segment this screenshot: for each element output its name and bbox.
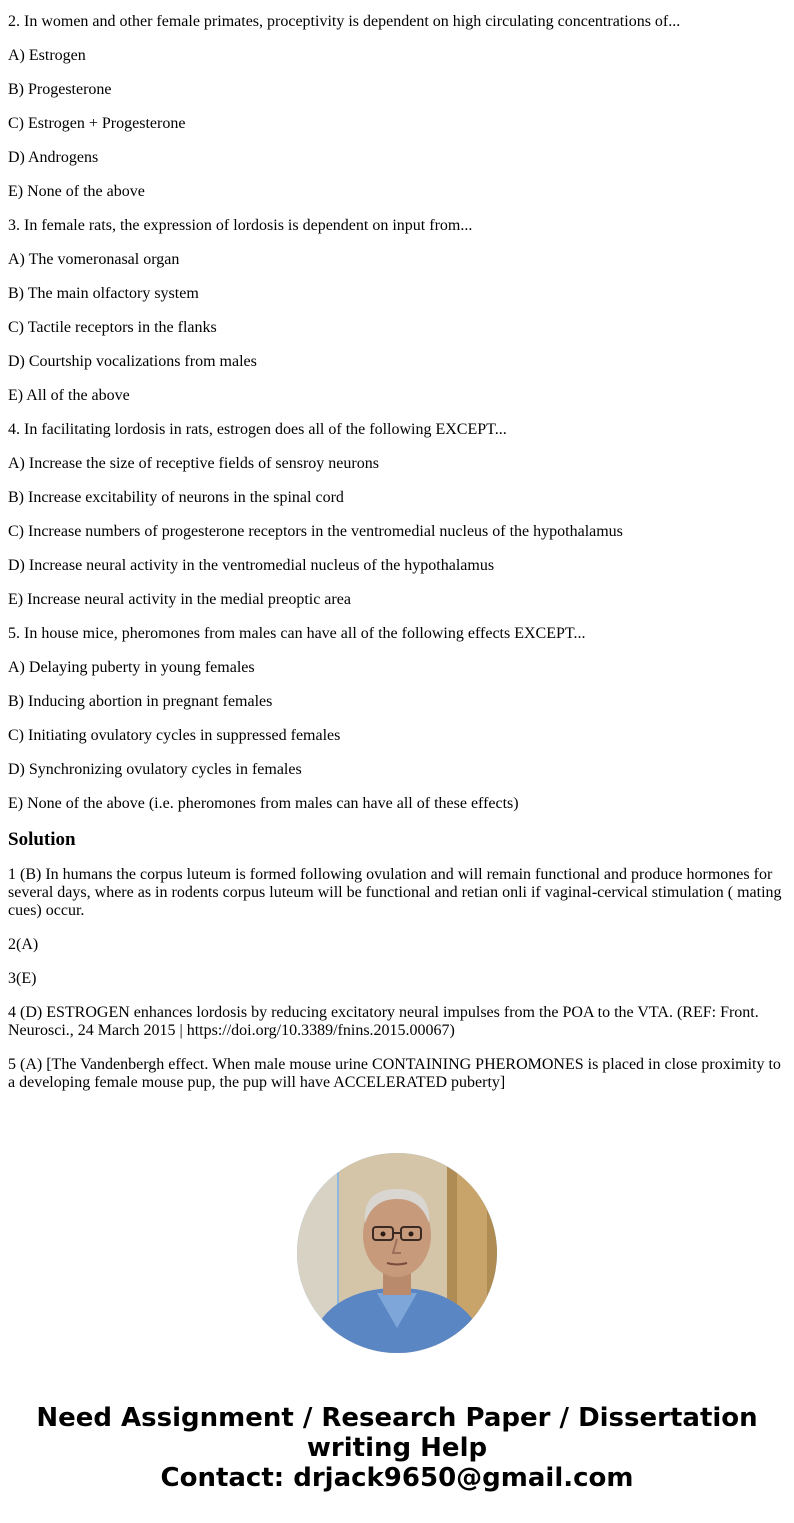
question-lines xyxy=(8,0,786,813)
solution-answer-2: 2(A) xyxy=(8,936,39,953)
answer-option: D) Androgens xyxy=(8,149,99,166)
solution-heading: Solution xyxy=(8,829,76,850)
answer-option: B) Inducing abortion in pregnant females xyxy=(8,693,273,710)
answer-option: C) Tactile receptors in the flanks xyxy=(8,319,217,336)
question-text: 5. In house mice, pheromones from males can have all of the following effects EXCEPT... xyxy=(8,625,586,642)
answer-option: C) Initiating ovulatory cycles in suppressed females xyxy=(8,727,341,744)
solution-answer-4: 4 (D) ESTROGEN enhances lordosis by reducing excitatory neural impulses from the POA to the VTA. (REF: Front. Neurosci., 24 March 2015 | https://doi.org/10.3389/fnins.2015.00067) xyxy=(8,1004,759,1039)
answer-option: E) Increase neural activity in the medial preoptic area xyxy=(8,591,351,608)
answer-option: B) Progesterone xyxy=(8,81,112,98)
question-text: 2. In women and other female primates, proceptivity is dependent on high circulating concentrations of... xyxy=(8,13,681,30)
question-text: 3. In female rats, the expression of lordosis is dependent on input from... xyxy=(8,217,473,234)
author-portrait-icon xyxy=(297,1153,497,1353)
solution-answer-1: 1 (B) In humans the corpus luteum is formed following ovulation and will remain functional and produce hormones for several days, where as in rodents corpus luteum will be functional and retian onli if vaginal-cervical stimulation ( mating cues) occur. xyxy=(8,866,782,919)
answer-option: C) Estrogen + Progesterone xyxy=(8,115,186,132)
answer-option: A) Increase the size of receptive fields of sensroy neurons xyxy=(8,455,379,472)
promo-banner xyxy=(0,1403,794,1493)
solution-answer-5: 5 (A) [The Vandenbergh effect. When male mouse urine CONTAINING PHEROMONES is placed in close proximity to a developing female mouse pup, the pup will have ACCELERATED puberty] xyxy=(8,1056,781,1091)
promo-contact[interactable]: Contact: drjack9650@gmail.com xyxy=(160,1463,634,1493)
answer-option: D) Synchronizing ovulatory cycles in females xyxy=(8,761,302,778)
answer-option: B) The main olfactory system xyxy=(8,285,199,302)
promo-line-2: writing Help xyxy=(306,1433,488,1463)
answer-option: E) All of the above xyxy=(8,387,130,404)
question-text: 4. In facilitating lordosis in rats, estrogen does all of the following EXCEPT... xyxy=(8,421,507,438)
answer-option: A) Estrogen xyxy=(8,47,86,64)
answer-option: A) The vomeronasal organ xyxy=(8,251,180,268)
promo-line-1: Need Assignment / Research Paper / Dissertation xyxy=(36,1403,758,1433)
answer-option: E) None of the above xyxy=(8,183,145,200)
solution-answers xyxy=(8,866,786,1092)
answer-option: D) Increase neural activity in the ventromedial nucleus of the hypothalamus xyxy=(8,557,495,574)
answer-option: E) None of the above (i.e. pheromones from males can have all of these effects) xyxy=(8,795,519,812)
author-avatar xyxy=(297,1153,497,1353)
solution-answer-3: 3(E) xyxy=(8,970,37,987)
answer-option: B) Increase excitability of neurons in the spinal cord xyxy=(8,489,344,506)
answer-option: D) Courtship vocalizations from males xyxy=(8,353,257,370)
answer-option: C) Increase numbers of progesterone receptors in the ventromedial nucleus of the hypothalamus xyxy=(8,523,623,540)
question-content xyxy=(8,0,786,1108)
answer-option: A) Delaying puberty in young females xyxy=(8,659,255,676)
